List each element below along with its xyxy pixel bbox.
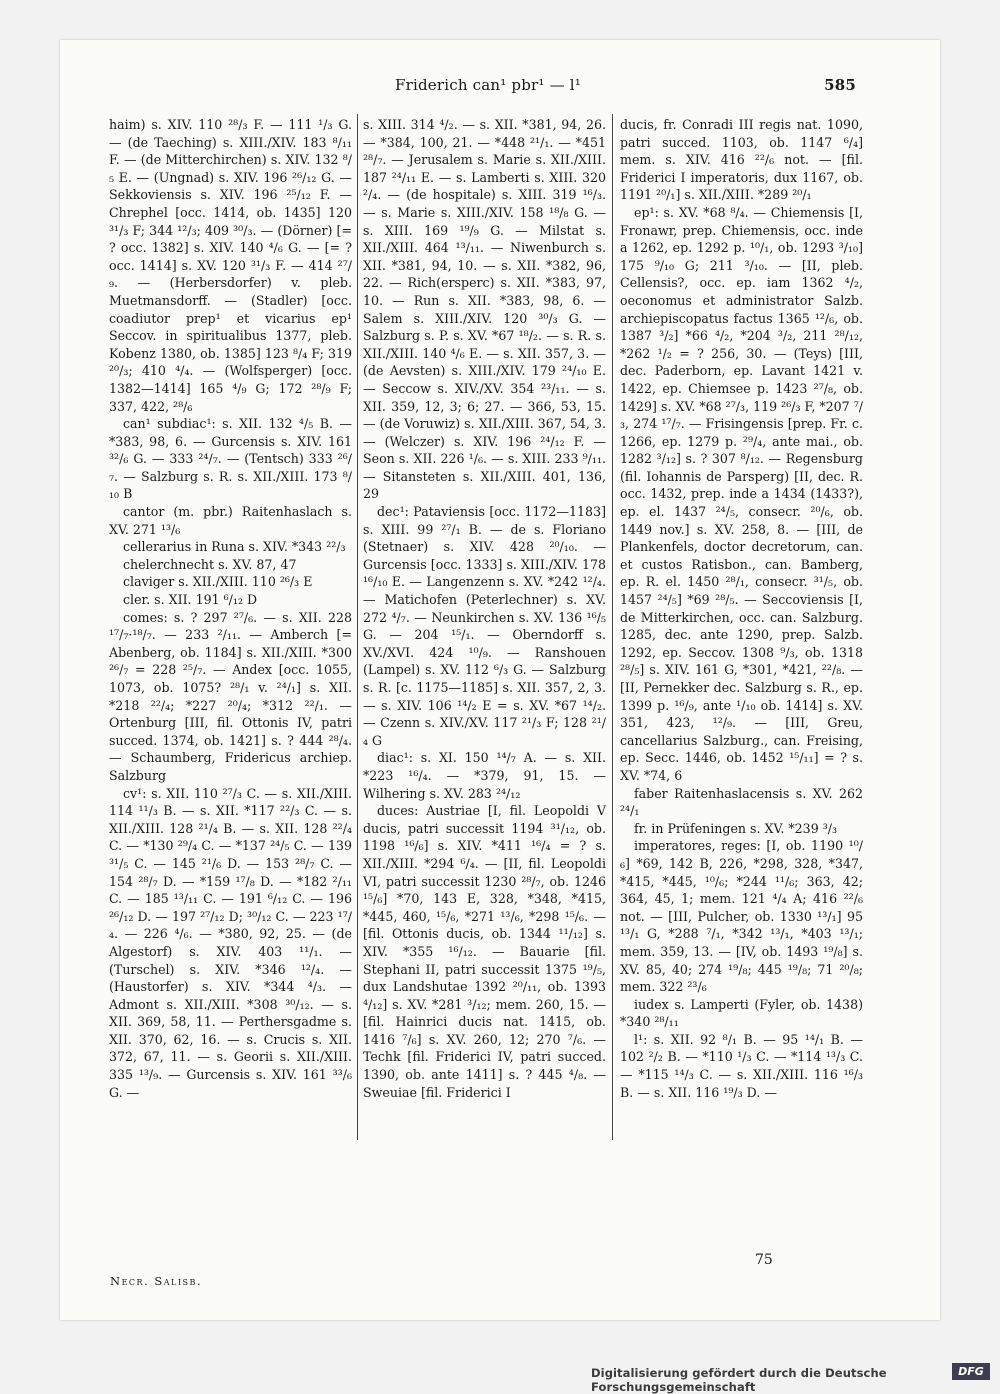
entry-paragraph: cler. s. XII. 191 ⁶/₁₂ D	[123, 592, 258, 608]
column-3	[620, 116, 863, 1101]
entry-paragraph: claviger s. XII./XIII. 110 ²⁶/₃ E	[123, 574, 313, 590]
column-divider	[357, 114, 358, 1140]
funding-credit: Digitalisierung gefördert durch die Deutsche Forschungsgemeinschaft	[591, 1366, 887, 1394]
entry-paragraph: cellerarius in Runa s. XIV. *343 ²²/₃	[123, 539, 346, 555]
document-page	[60, 40, 940, 1320]
entry-paragraph: s. XIII. 314 ⁴/₂. — s. XII. *381, 94, 26. — *384, 100, 21. — *448 ²¹/₁. — *451 ²⁸/₇. — Jerusalem s. Marie s. XII./XIII. 187 ²⁴/₁₁ E. — s. Lamberti s. XIII. 320 ²/₄. — (de hospitale) s. XIII. 319 ¹⁶/₃. — s. Marie s. XIII./XIV. 158 ¹⁸/₈ G. — s. XIII. 169 ¹⁹/₉ G. — Milstat s. XII./XIII. 464 ¹³/₁₁. — Niwenburch s. XII. *381, 94, 10. — s. XII. *382, 96, 22. — Rich(ersperc) s. XII. *383, 97, 10. — Run s. XII. *383, 98, 6. — Salem s. XIII./XIV. 120 ³⁰/₃ G. — Salzburg s. P. s. XV. *67 ¹⁸/₂. — s. R. s. XII./XIII. 140 ⁴/₆ E. — s. XII. 357, 3. — (de Aevsten) s. XIII./XIV. 179 ²⁴/₁₀ E. — Seccow s. XIV./XV. 354 ²³/₁₁. — s. XII. 359, 12, 3; 6; 27. — 366, 53, 15. — (de Voruwiz) s. XII./XIII. 367, 54, 3. — (Welczer) s. XIV. 196 ²⁴/₁₂ F. — Seon s. XII. 226 ¹/₆. — s. XIII. 233 ⁹/₁₁. — Sitansteten s. XII./XIII. 401, 136, 29	[363, 117, 606, 502]
entry-paragraph: fr. in Prüfeningen s. XV. *239 ³/₃	[634, 820, 838, 836]
entry-paragraph: ep¹: s. XV. *68 ⁸/₄. — Chiemensis [I, Fronawr, prep. Chiemensis, occ. inde a 1262, ep. 1292 p. ¹⁰/₁, ob. 1293 ³/₁₀] 175 ⁹/₁₀ G; 211 ³/₁₀. — [II, pleb. Cellensis?, occ. ep. iam 1362 ⁴/₂, oeconomus et administrator Salzb. archiepiscopatus factus 1365 ¹²/₆, ob. 1387 ³/₂] *66 ⁴/₂, *204 ³/₂, 211 ²⁸/₁₂, *262 ¹/₂ = ? 256, 30. — (Teys) [III, dec. Paderborn, ep. Lavant 1421 v. 1422, ep. Chiemsee p. 1423 ²⁷/₈, ob. 1429] s. XV. *68 ²⁷/₃, 119 ²⁶/₃ F, *207 ⁷/₃, 274 ¹⁷/₇. — Frisingensis [prep. Fr. c. 1266, ep. 1279 p. ²⁹/₄, ante mai., ob. 1282 ³/₁₂] s. ? 307 ⁸/₁₂. — Regensburg (fil. Iohannis de Parsperg) [II, dec. R. occ. 1432, prep. inde a 1434 (1433?), ep. el. 1437 ²⁴/₅, consecr. ²⁰/₆, ob. 1449 nov.] s. XV. 258, 8. — [III, de Plankenfels, doctor decretorum, can. et custos Ratisbon., can. Bamberg, ep. R. el. 1450 ²⁸/₁, consecr. ³¹/₅, ob. 1457 ²⁴/₅] *69 ²⁸/₅. — Seccoviensis [I, de Mitterkirchen, occ. can. Salzburg. 1285, dec. ante 1290, prep. Salzb. 1292, ep. Seccov. 1308 ⁹/₃, ob. 1318 ²⁸/₅] s. XIV. 161 G, *301, *421, ²²/₈. — [II, Pernekker dec. Salzburg s. R., ep. 1399 p. ¹⁶/₉, ante ¹/₁₀ ob. 1414] s. XV. 351, 423, ¹²/₉. — [III, Greu, cancellarius Salzburg., can. Freising, ep. Secc. 1446, ob. 1452 ¹⁵/₁₁] = ? s. XV. *74, 6	[620, 204, 863, 783]
entry-paragraph: diac¹: s. XI. 150 ¹⁴/₇ A. — s. XII. *223 ¹⁶/₄. — *379, 91, 15. — Wilhering s. XV. 283 ²⁴/₁₂	[363, 750, 606, 801]
dfg-logo: DFG	[952, 1363, 990, 1380]
entry-paragraph: iudex s. Lamperti (Fyler, ob. 1438) *340 ²⁸/₁₁	[620, 996, 863, 1030]
column-1	[109, 116, 352, 1101]
entry-paragraph: faber Raitenhaslacensis s. XV. 262 ²⁴/₁	[620, 785, 863, 819]
entry-paragraph: chelerchnecht s. XV. 87, 47	[123, 556, 297, 572]
entry-paragraph: comes: s. ? 297 ²⁷/₆. — s. XII. 228 ¹⁷/₇·¹⁸/₇. — 233 ²/₁₁. — Amberch [= Abenberg, ob. 1184] s. XII./XIII. *300 ²⁶/₇ = 228 ²⁵/₇. — Andex [occ. 1055, 1073, ob. 1075? ²⁸/₁ v. ²⁴/₁] s. XII. *218 ²²/₄; *227 ²⁰/₄; *312 ²²/₁. — Ortenburg [III, fil. Ottonis IV, patri succed. 1374, ob. 1421] s. ? 444 ²⁸/₄. — Schaumberg, Fridericus archiep. Salzburg	[109, 609, 352, 783]
column-2	[363, 116, 606, 1101]
footer-source-label: Necr. Salisb.	[110, 1274, 203, 1288]
entry-paragraph: l¹: s. XII. 92 ⁸/₁ B. — 95 ¹⁴/₁ B. — 102 ²/₂ B. — *110 ¹/₃ C. — *114 ¹³/₃ C. — *115 ¹⁴/₃ C. — s. XII./XIII. 116 ¹⁶/₃ B. — s. XII. 116 ¹⁹/₃ D. —	[620, 1031, 863, 1100]
entry-paragraph: ducis, fr. Conradi III regis nat. 1090, patri succed. 1103, ob. 1147 ⁶/₄] mem. s. XIV. 416 ²²/₆ not. — [fil. Friderici I imperatoris, dux 1167, ob. 1191 ²⁰/₁] s. XII./XIII. *289 ²⁰/₁	[620, 117, 863, 203]
entry-paragraph: duces: Austriae [I, fil. Leopoldi V ducis, patri successit 1194 ³¹/₁₂, ob. 1198 ¹⁶/₆] s. XIV. *411 ¹⁶/₄ = ? s. XII./XIII. *294 ⁶/₄. — [II, fil. Leopoldi VI, patri successit 1230 ²⁸/₇, ob. 1246 ¹⁵/₆] *70, 143 E, 328, *348, *415, *445, 460, ¹⁵/₆, *271 ¹³/₆, *298 ¹⁵/₆. — [fil. Ottonis ducis, ob. 1344 ¹¹/₁₂] s. XIV. *355 ¹⁶/₁₂. — Bauarie [fil. Stephani II, patri successit 1375 ¹⁹/₅, dux Landshutae 1392 ²⁰/₁₁, ob. 1393 ⁴/₁₂] s. XV. *281 ³/₁₂; mem. 260, 15. — [fil. Hainrici ducis nat. 1415, ob. 1416 ⁷/₆] s. XV. 260, 12; 270 ⁷/₆. — Techk [fil. Friderici IV, patri succed. 1390, ob. ante 1411] s. ? 445 ⁴/₈. — Sweuiae [fil. Friderici I	[363, 803, 606, 1100]
entry-paragraph: cv¹: s. XII. 110 ²⁷/₃ C. — s. XII./XIII. 114 ¹¹/₃ B. — s. XII. *117 ²²/₃ C. — s. XII./XIII. 128 ²¹/₄ B. — s. XII. 128 ²²/₄ C. — *130 ²⁹/₄ C. — *137 ²⁴/₅ C. — 139 ³¹/₅ C. — 145 ²¹/₆ D. — 153 ²⁸/₇ C. — 154 ²⁸/₇ D. — *159 ¹⁷/₈ D. — *182 ²/₁₁ C. — 185 ¹³/₁₁ C. — 191 ⁶/₁₂ C. — 196 ²⁶/₁₂ D. — 197 ²⁷/₁₂ D; ³⁰/₁₂ C. — 223 ¹⁷/₄. — 226 ⁴/₆. — *380, 92, 25. — (de Algestorf) s. XIV. 403 ¹¹/₁. — (Turschel) s. XIV. *346 ¹²/₄. — (Haustorfer) s. XIV. *344 ⁴/₃. — Admont s. XII./XIII. *308 ³⁰/₁₂. — s. XII. 369, 58, 11. — Perthersgadme s. XII. 370, 62, 16. — s. Crucis s. XII. 372, 67, 11. — s. Georii s. XII./XIII. 335 ¹³/₉. — Gurcensis s. XIV. 161 ³³/₆ G. —	[109, 785, 352, 1100]
running-title: Friderich can¹ pbr¹ — l¹	[395, 76, 581, 94]
entry-paragraph: haim) s. XIV. 110 ²⁸/₃ F. — 111 ¹/₃ G. — (de Taeching) s. XIII./XIV. 183 ⁸/₁₁ F. — (de Mitterchirchen) s. XIV. 132 ⁸/₅ E. — (Ungnad) s. XIV. 196 ²⁶/₁₂ G. — Sekkoviensis s. XIV. 196 ²⁵/₁₂ F. — Chrephel [occ. 1414, ob. 1435] 120 ³¹/₃ F; 344 ¹²/₃; 409 ³⁰/₃. — (Dörner) [= ? occ. 1382] s. XIV. 140 ⁴/₆ G. — [= ? occ. 1414] s. XV. 120 ³¹/₃ F. — 414 ²⁷/₉. — (Herbersdorfer) v. pleb. Muetmansdorff. — (Stadler) [occ. coadiutor prep¹ et vicarius ep¹ Seccov. in spiritualibus 1377, pleb. Kobenz 1380, ob. 1385] 123 ⁸/₄ F; 319 ²⁰/₃; 410 ⁴/₄. — (Wolfsperger) [occ. 1382—1414] 165 ⁴/₉ G; 172 ²⁸/₉ F; 337, 422, ²⁸/₆	[109, 117, 352, 414]
entry-paragraph: dec¹: Pataviensis [occ. 1172—1183] s. XIII. 99 ²⁷/₁ B. — de s. Floriano (Stetnaer) s. XIV. 428 ²⁰/₁₀. — Gurcensis [occ. 1333] s. XIII./XIV. 178 ¹⁶/₁₀ E. — Langenzenn s. XV. *242 ¹²/₄. — Matichofen (Peterlechner) s. XV. 272 ⁴/₇. — Neunkirchen s. XV. 136 ¹⁶/₅ G. — 204 ¹⁵/₁. — Oberndorff s. XV./XVI. 424 ¹⁰/₉. — Ranshouen (Lampel) s. XV. 112 ⁶/₃ G. — Salzburg s. R. [c. 1175—1185] s. XII. 357, 2, 3. — s. XIV. 106 ¹⁴/₂ E = s. XV. *67 ¹⁴/₂. — Czenn s. XIV./XV. 117 ²¹/₃ F; 128 ²¹/₄ G	[363, 504, 606, 748]
entry-paragraph: can¹ subdiac¹: s. XII. 132 ⁴/₅ B. — *383, 98, 6. — Gurcensis s. XIV. 161 ³²/₆ G. — 333 ²⁴/₇. — (Tentsch) 333 ²⁶/₇. — Salzburg s. R. s. XII./XIII. 173 ⁸/₁₀ B	[109, 416, 352, 502]
column-divider	[612, 114, 613, 1140]
entry-paragraph: cantor (m. pbr.) Raitenhaslach s. XV. 271 ¹³/₆	[109, 504, 352, 537]
signature-mark: 75	[755, 1252, 773, 1268]
page-number: 585	[824, 76, 856, 94]
entry-paragraph: imperatores, reges: [I, ob. 1190 ¹⁰/₆] *69, 142 B, 226, *298, 328, *347, *415, *445, ¹⁰/₆; *244 ¹¹/₆; 363, 42; 364, 45, 1; mem. 121 ⁴/₄ A; 416 ²²/₆ not. — [III, Pulcher, ob. 1330 ¹³/₁] 95 ¹³/₁ G, *288 ⁷/₁, *342 ¹³/₁, *403 ¹³/₁; mem. 359, 13. — [IV, ob. 1493 ¹⁹/₈] s. XV. 85, 40; 274 ¹⁹/₈; 445 ¹⁹/₈; 71 ²⁰/₈; mem. 322 ²³/₆	[620, 838, 863, 995]
